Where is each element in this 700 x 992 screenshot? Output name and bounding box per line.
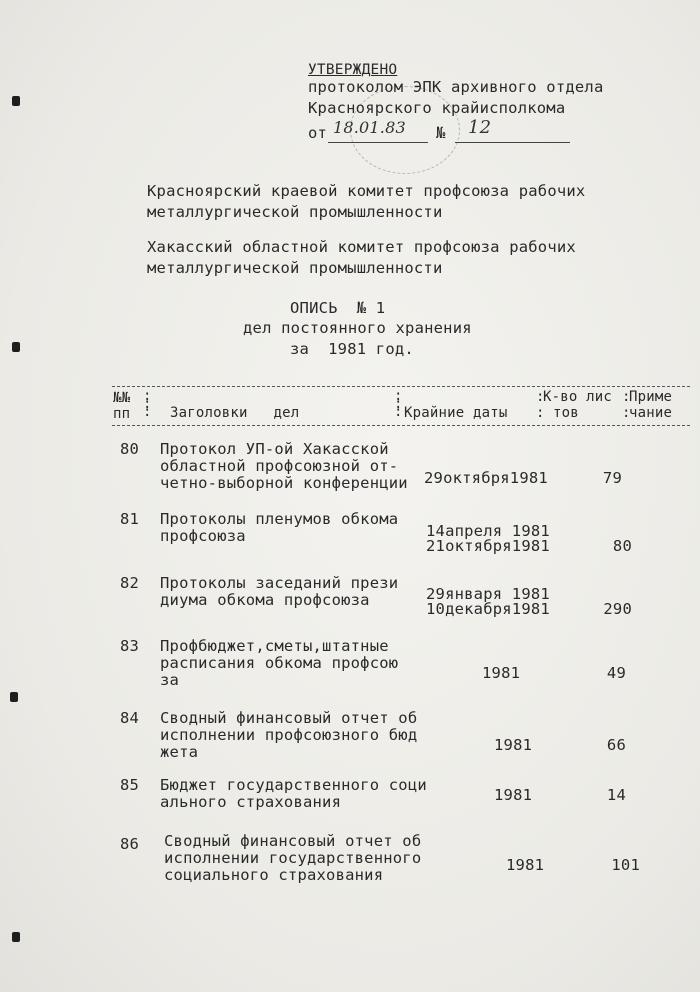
col-count-header-l2: тов	[553, 405, 579, 421]
row-title-line: диума обкома профсоюза	[160, 591, 370, 609]
col-count-header-l1: К-во лис	[543, 389, 613, 405]
row-title-line: за	[160, 671, 180, 689]
col-note-header-l2: чание	[629, 405, 673, 421]
row-dates: 1981	[494, 786, 533, 804]
row-title-line: Сводный финансовый отчет об	[160, 709, 418, 727]
row-title-line: Протоколы пленумов обкома	[160, 510, 399, 528]
row-title-line: расписания обкома профсою	[160, 654, 399, 672]
approval-from-label: от	[308, 124, 328, 142]
col-separator-2: : : :	[394, 388, 403, 420]
col-separator-4b: :	[622, 405, 631, 421]
org1-line1: Красноярский краевой комитет профсоюза рабочих	[147, 182, 586, 200]
row-sheet-count: 290	[603, 600, 632, 618]
approval-heading: УТВЕРЖДЕНО	[308, 62, 398, 78]
org1-line2: металлургической промышленности	[147, 203, 443, 221]
row-dates: 21октября1981	[426, 537, 550, 555]
row-title-line: Сводный финансовый отчет об	[164, 832, 422, 850]
row-sheet-count: 101	[611, 856, 640, 874]
row-dates: 29января 1981	[426, 585, 550, 603]
inventory-period: за 1981 год.	[290, 340, 414, 358]
approval-date-handwritten: 18.01.83	[333, 118, 406, 137]
row-number: 81	[120, 510, 140, 528]
row-dates: 1981	[482, 664, 521, 682]
col-separator-1: : : :	[143, 388, 152, 420]
row-title-line: Бюджет государственного соци	[160, 776, 427, 794]
approval-line-protocol: протоколом ЭПК архивного отдела	[308, 78, 604, 96]
row-title-line: исполнении государственного	[164, 849, 422, 867]
row-title-line: жета	[160, 743, 199, 761]
col-separator-3b: :	[536, 405, 545, 421]
col-num-header-l2: пп	[113, 406, 131, 422]
approval-number-sign: №	[436, 124, 446, 142]
row-dates: 1981	[506, 856, 545, 874]
inventory-subtitle: дел постоянного хранения	[243, 319, 472, 337]
row-title-line: четно-выборной конференции	[160, 474, 408, 492]
row-dates: 10декабря1981	[426, 600, 550, 618]
org2-line2: металлургической промышленности	[147, 259, 443, 277]
col-titles-header: Заголовки дел	[170, 405, 300, 421]
header-bottom-rule	[112, 425, 690, 426]
row-number: 84	[120, 709, 140, 727]
col-num-header-l1: №№	[113, 390, 131, 406]
inventory-title: ОПИСЬ № 1	[290, 299, 386, 317]
row-title-line: Протокол УП-ой Хакасской	[160, 440, 389, 458]
row-sheet-count: 66	[606, 736, 626, 754]
row-dates: 1981	[494, 736, 533, 754]
approval-number-underline	[455, 142, 570, 143]
row-dates: 29октября1981	[424, 469, 548, 487]
binder-hole-top	[12, 96, 20, 106]
row-title-line: Протоколы заседаний прези	[160, 574, 399, 592]
row-number: 80	[120, 440, 140, 458]
row-number: 82	[120, 574, 140, 592]
approval-line-executive: Красноярского крайисполкома	[308, 99, 566, 117]
col-note-header-l1: Приме	[629, 389, 673, 405]
binder-hole-lower	[10, 692, 18, 702]
col-dates-header: Крайние даты	[404, 405, 508, 421]
row-dates: 14апреля 1981	[426, 522, 550, 540]
row-sheet-count: 49	[606, 664, 626, 682]
row-sheet-count: 14	[606, 786, 626, 804]
row-title-line: социального страхования	[164, 866, 384, 884]
col-separator-3: :	[536, 389, 545, 405]
row-title-line: Профбюджет,сметы,штатные	[160, 637, 389, 655]
org2-line1: Хакасский областной комитет профсоюза рабочих	[147, 238, 576, 256]
col-separator-4: :	[622, 389, 631, 405]
binder-hole-bottom	[12, 932, 20, 942]
row-title-line: исполнении профсоюзного бюд	[160, 726, 418, 744]
row-title-line: профсоюза	[160, 527, 246, 545]
approval-date-underline	[328, 142, 428, 143]
row-number: 83	[120, 637, 140, 655]
row-sheet-count: 79	[602, 469, 622, 487]
header-top-rule	[112, 386, 690, 387]
row-sheet-count: 80	[612, 537, 632, 555]
row-title-line: областной профсоюзной от-	[160, 457, 399, 475]
row-title-line: ального страхования	[160, 793, 342, 811]
approval-number-handwritten: 12	[468, 117, 492, 138]
binder-hole-middle	[12, 342, 20, 352]
row-number: 86	[120, 835, 140, 853]
row-number: 85	[120, 776, 140, 794]
